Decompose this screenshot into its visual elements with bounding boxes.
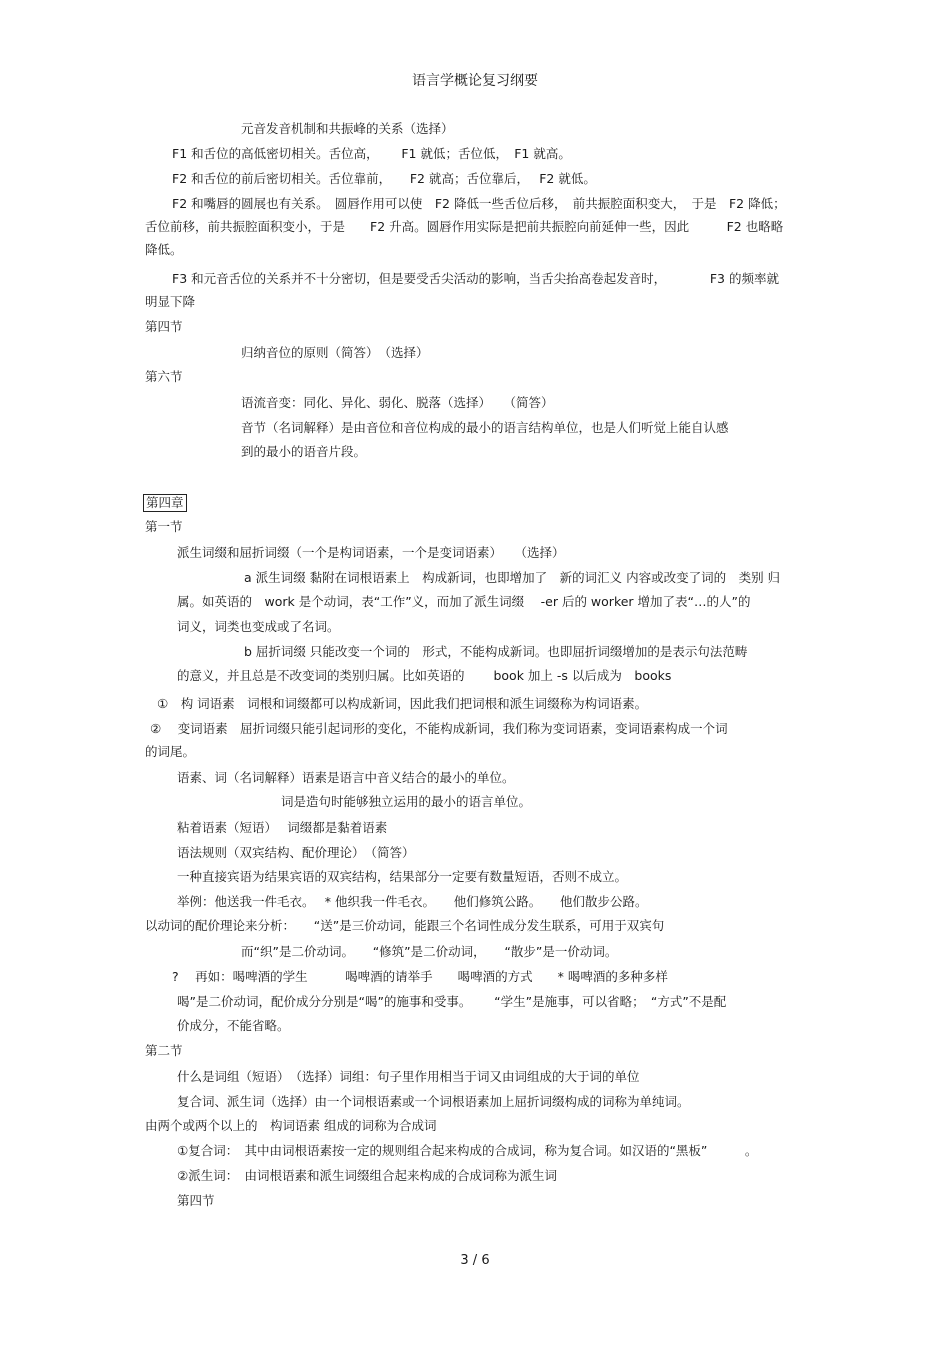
text-line: 音节（名词解释）是由音位和音位构成的最小的语言结构单位，也是人们听觉上能自认感 <box>241 420 729 435</box>
text-line: 一种直接宾语为结果宾语的双宾结构，结果部分一定要有数量短语，否则不成立。 <box>177 869 628 884</box>
text-line: F2 和舌位的前后密切相关。舌位靠前， F2 就高；舌位靠后， F2 就低。 <box>172 171 596 186</box>
text-line: F1 和舌位的高低密切相关。舌位高， F1 就低；舌位低， F1 就高。 <box>172 146 571 161</box>
text-line: ? 再如：喝啤酒的学生 喝啤酒的请举手 喝啤酒的方式 * 喝啤酒的多种多样 <box>172 969 668 984</box>
text-line: 喝”是二价动词，配价成分分别是“喝”的施事和受事。 “学生”是施事，可以省略； “方式”不是配 <box>177 994 727 1009</box>
text-line: 由两个或两个以上的 构词语素 组成的词称为合成词 <box>145 1118 437 1133</box>
text-line: a 派生词缀 黏附在词根语素上 构成新词，也即增加了 新的词汇义 内容或改变了词的 类别 归 <box>244 570 781 585</box>
text-line: 语素、词（名词解释）语素是语言中音义结合的最小的单位。 <box>177 770 515 785</box>
text-line: 而“织”是二价动词。 “修筑”是二价动词， “散步”是一价动词。 <box>241 944 618 959</box>
text-line: 的词尾。 <box>145 744 196 759</box>
text-line: 词是造句时能够独立运用的最小的语言单位。 <box>281 794 532 809</box>
section-heading: 第四节 <box>145 319 183 334</box>
section-heading: 第一节 <box>145 519 183 534</box>
text-line: 粘着语素（短语） 词缀都是黏着语素 <box>177 820 388 835</box>
text-line: 降低。 <box>145 242 183 257</box>
text-line: ①复合词： 其中由词根语素按一定的规则组合起来构成的合成词，称为复合词。如汉语的“黑板” 。 <box>177 1143 758 1158</box>
text-line: b 屈折词缀 只能改变一个词的 形式，不能构成新词。也即屈折词缀增加的是表示句法范畴 <box>244 644 748 659</box>
text-line: F2 和嘴唇的圆展也有关系。 圆唇作用可以使 F2 降低一些舌位后移， 前共振腔面积变大， 于是 F2 降低； <box>172 196 786 211</box>
text-line: 元音发音机制和共振峰的关系（选择） <box>241 121 454 136</box>
text-line: 属。如英语的 work 是个动词，表“工作”义，而加了派生词缀 -er 后的 worker 增加了表“…的人”的 <box>177 594 751 609</box>
text-line: 派生词缀和屈折词缀（一个是构词语素，一个是变词语素） （选择） <box>177 545 565 560</box>
text-line: 以动词的配价理论来分析： “送”是三价动词，能跟三个名词性成分发生联系，可用于双宾句 <box>145 918 665 933</box>
text-line: ② 变词语素 屈折词缀只能引起词形的变化，不能构成新词，我们称为变词语素，变词语素构成一个词 <box>150 721 728 736</box>
page-title: 语言学概论复习纲要 <box>412 73 538 89</box>
text-line: 到的最小的语音片段。 <box>241 444 367 459</box>
text-line: ① 构 词语素 词根和词缀都可以构成新词，因此我们把词根和派生词缀称为构词语素。 <box>157 696 648 711</box>
text-line: 归纳音位的原则（简答） （选择） <box>241 345 429 360</box>
text-line: 复合词、派生词（选择）由一个词根语素或一个词根语素加上屈折词缀构成的词称为单纯词。 <box>177 1094 690 1109</box>
text-line: 语法规则（双宾结构、配价理论） （简答） <box>177 845 415 860</box>
text-line: 价成分，不能省略。 <box>177 1018 290 1033</box>
text-line: 明显下降 <box>145 294 196 309</box>
section-heading: 第二节 <box>145 1043 183 1058</box>
text-line: ②派生词： 由词根语素和派生词缀组合起来构成的合成词称为派生词 <box>177 1168 557 1183</box>
text-line: 的意义，并且总是不改变词的类别归属。比如英语的 book 加上 -s 以后成为 books <box>177 668 672 683</box>
text-line: 什么是词组（短语） （选择）词组：句子里作用相当于词又由词组成的大于词的单位 <box>177 1069 640 1084</box>
section-heading: 第六节 <box>145 369 183 384</box>
text-line: 词义，词类也变成或了名词。 <box>177 619 340 634</box>
page-number: 3 / 6 <box>460 1253 490 1268</box>
text-line: 举例：他送我一件毛衣。 * 他织我一件毛衣。 他们修筑公路。 他们散步公路。 <box>177 894 648 909</box>
chapter-heading: 第四章 <box>143 494 187 512</box>
text-line: 舌位前移，前共振腔面积变小，于是 F2 升高。圆唇作用实际是把前共振腔向前延伸一些，因此 F2 也略略 <box>145 219 784 234</box>
section-heading: 第四节 <box>177 1193 215 1208</box>
text-line: 语流音变：同化、异化、弱化、脱落（选择） （简答） <box>241 395 554 410</box>
text-line: F3 和元音舌位的关系并不十分密切，但是要受舌尖活动的影响，当舌尖抬高卷起发音时， F3 的频率就 <box>172 271 779 286</box>
